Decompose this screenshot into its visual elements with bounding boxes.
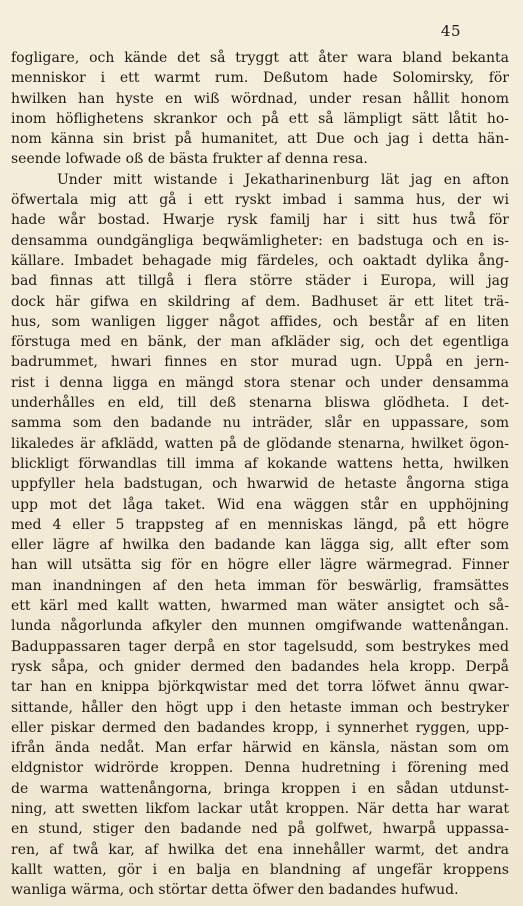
text-line: källare. Imbadet behagade mig färdeles, och oaktadt dylika ång- xyxy=(11,252,509,269)
text-line: menniskor i ett warmt rum. Deßutom hade Solomirsky, för xyxy=(11,70,509,87)
text-line: öfwertala mig att gå i ett ryskt imbad i samma hus, der wi xyxy=(11,192,509,209)
body-text xyxy=(11,48,509,900)
text-line: med 4 eller 5 trappsteg af en menniskas längd, på ett högre xyxy=(11,516,509,533)
text-line: bad finnas att tillgå i flera större städer i Europa, will jag xyxy=(11,273,509,290)
text-line: ren, af twå kar, af hwilka det ena innehåller warmt, det andra xyxy=(11,841,509,858)
text-line: upp mot det låga taket. Wid ena wäggen står en upphöjning xyxy=(11,496,509,513)
text-line: en stund, stiger den badande ned på golfwet, hwarpå uppassa- xyxy=(11,821,509,838)
text-line: ifrån ända nedåt. Man erfar härwid en känsla, nästan som om xyxy=(11,740,509,757)
text-line: eldgnistor widrörde kroppen. Denna hudretning i förening med xyxy=(11,760,509,777)
text-line: ning, att swetten likfom lackar utåt kroppen. När detta har warat xyxy=(11,800,509,817)
paragraph xyxy=(11,48,509,170)
text-line: wanliga wärma, och störtar detta öfwer den badandes hufwud. xyxy=(11,882,459,899)
text-line: nom känna sin brist på humanitet, att Due och jag i detta hän- xyxy=(11,131,509,148)
text-line: rist i denna ligga en mängd stora stenar och under densamma xyxy=(11,374,509,391)
text-line: rysk såpa, och gnider dermed den badandes hela kropp. Derpå xyxy=(11,658,509,675)
text-line: dock här gifwa en skildring af dem. Badhuset är ett litet trä- xyxy=(11,293,509,310)
text-line: förstuga med en bänk, der man afkläder sig, och det egentliga xyxy=(11,334,509,351)
text-line: lunda någorlunda afkyler den munnen omgifwande wattenångan. xyxy=(11,618,509,635)
text-line: blickligt förwandlas till imma af kokande wattens hetta, hwilken xyxy=(11,455,509,472)
text-line: uppfyller hela badstugan, och hwarwid de hetaste ångorna stiga xyxy=(11,476,509,493)
text-line: samma som den badande nu inträder, slår en uppassare, som xyxy=(11,415,509,432)
text-line: han will utsätta sig för en högre eller lägre wärmegrad. Finner xyxy=(11,557,509,574)
text-line: Under mitt wistande i Jekatharinenburg lät jag en afton xyxy=(57,171,509,188)
text-line: likaledes är afklädd, watten på de glödande stenarna, hwilket ögon- xyxy=(11,435,509,452)
text-line: sittande, håller den högt upp i den hetaste imman och bestryker xyxy=(11,699,509,716)
page-number: 45 xyxy=(440,22,461,40)
text-line: inom höflighetens skrankor och på ett så lämpligt sätt låtit ho- xyxy=(11,110,509,127)
text-line: man inandningen af den heta imman för beswärlig, framsättes xyxy=(11,577,509,594)
text-line: kallt watten, gör i en balja en blandning af ungefär kroppens xyxy=(11,861,509,878)
text-line: underhålles en eld, till deß stenarna bliswa glödheta. I det- xyxy=(11,395,509,412)
text-line: hwilken han hyste en wiß wördnad, under resan hållit honom xyxy=(11,90,509,107)
text-line: densamma oundgängliga beqwämligheter: en badstuga och en is- xyxy=(11,232,509,249)
text-line: ett kärl med kallt watten, hwarmed man wäter ansigtet och så- xyxy=(11,598,509,615)
paragraph xyxy=(11,170,509,901)
text-line: fogligare, och kände det så tryggt att åter wara bland bekanta xyxy=(11,50,509,66)
text-line: seende lofwade oß de bästa frukter af denna resa. xyxy=(11,151,368,168)
text-line: tar han en knippa björkqwistar med det torra löfwet ännu qwar- xyxy=(11,679,509,696)
text-line: eller lägre af hwilka den badande kan lägga sig, allt efter som xyxy=(11,537,509,554)
text-line: badrummet, hwari finnes en stor murad ugn. Uppå en jern- xyxy=(11,354,509,371)
text-line: de warma wattenångorna, bringa kroppen i en sådan utdunst- xyxy=(11,780,509,797)
text-line: Baduppassaren tager derpå en stor tagelsudd, som bestrykes med xyxy=(11,638,509,655)
text-line: eller piskar dermed den badandes kropp, i synnerhet ryggen, upp- xyxy=(11,719,509,736)
text-line: hade wår bostad. Hwarje rysk familj har i sitt hus twå för xyxy=(11,212,509,229)
text-line: hus, som wanligen ligger något affides, och består af en liten xyxy=(11,313,509,330)
